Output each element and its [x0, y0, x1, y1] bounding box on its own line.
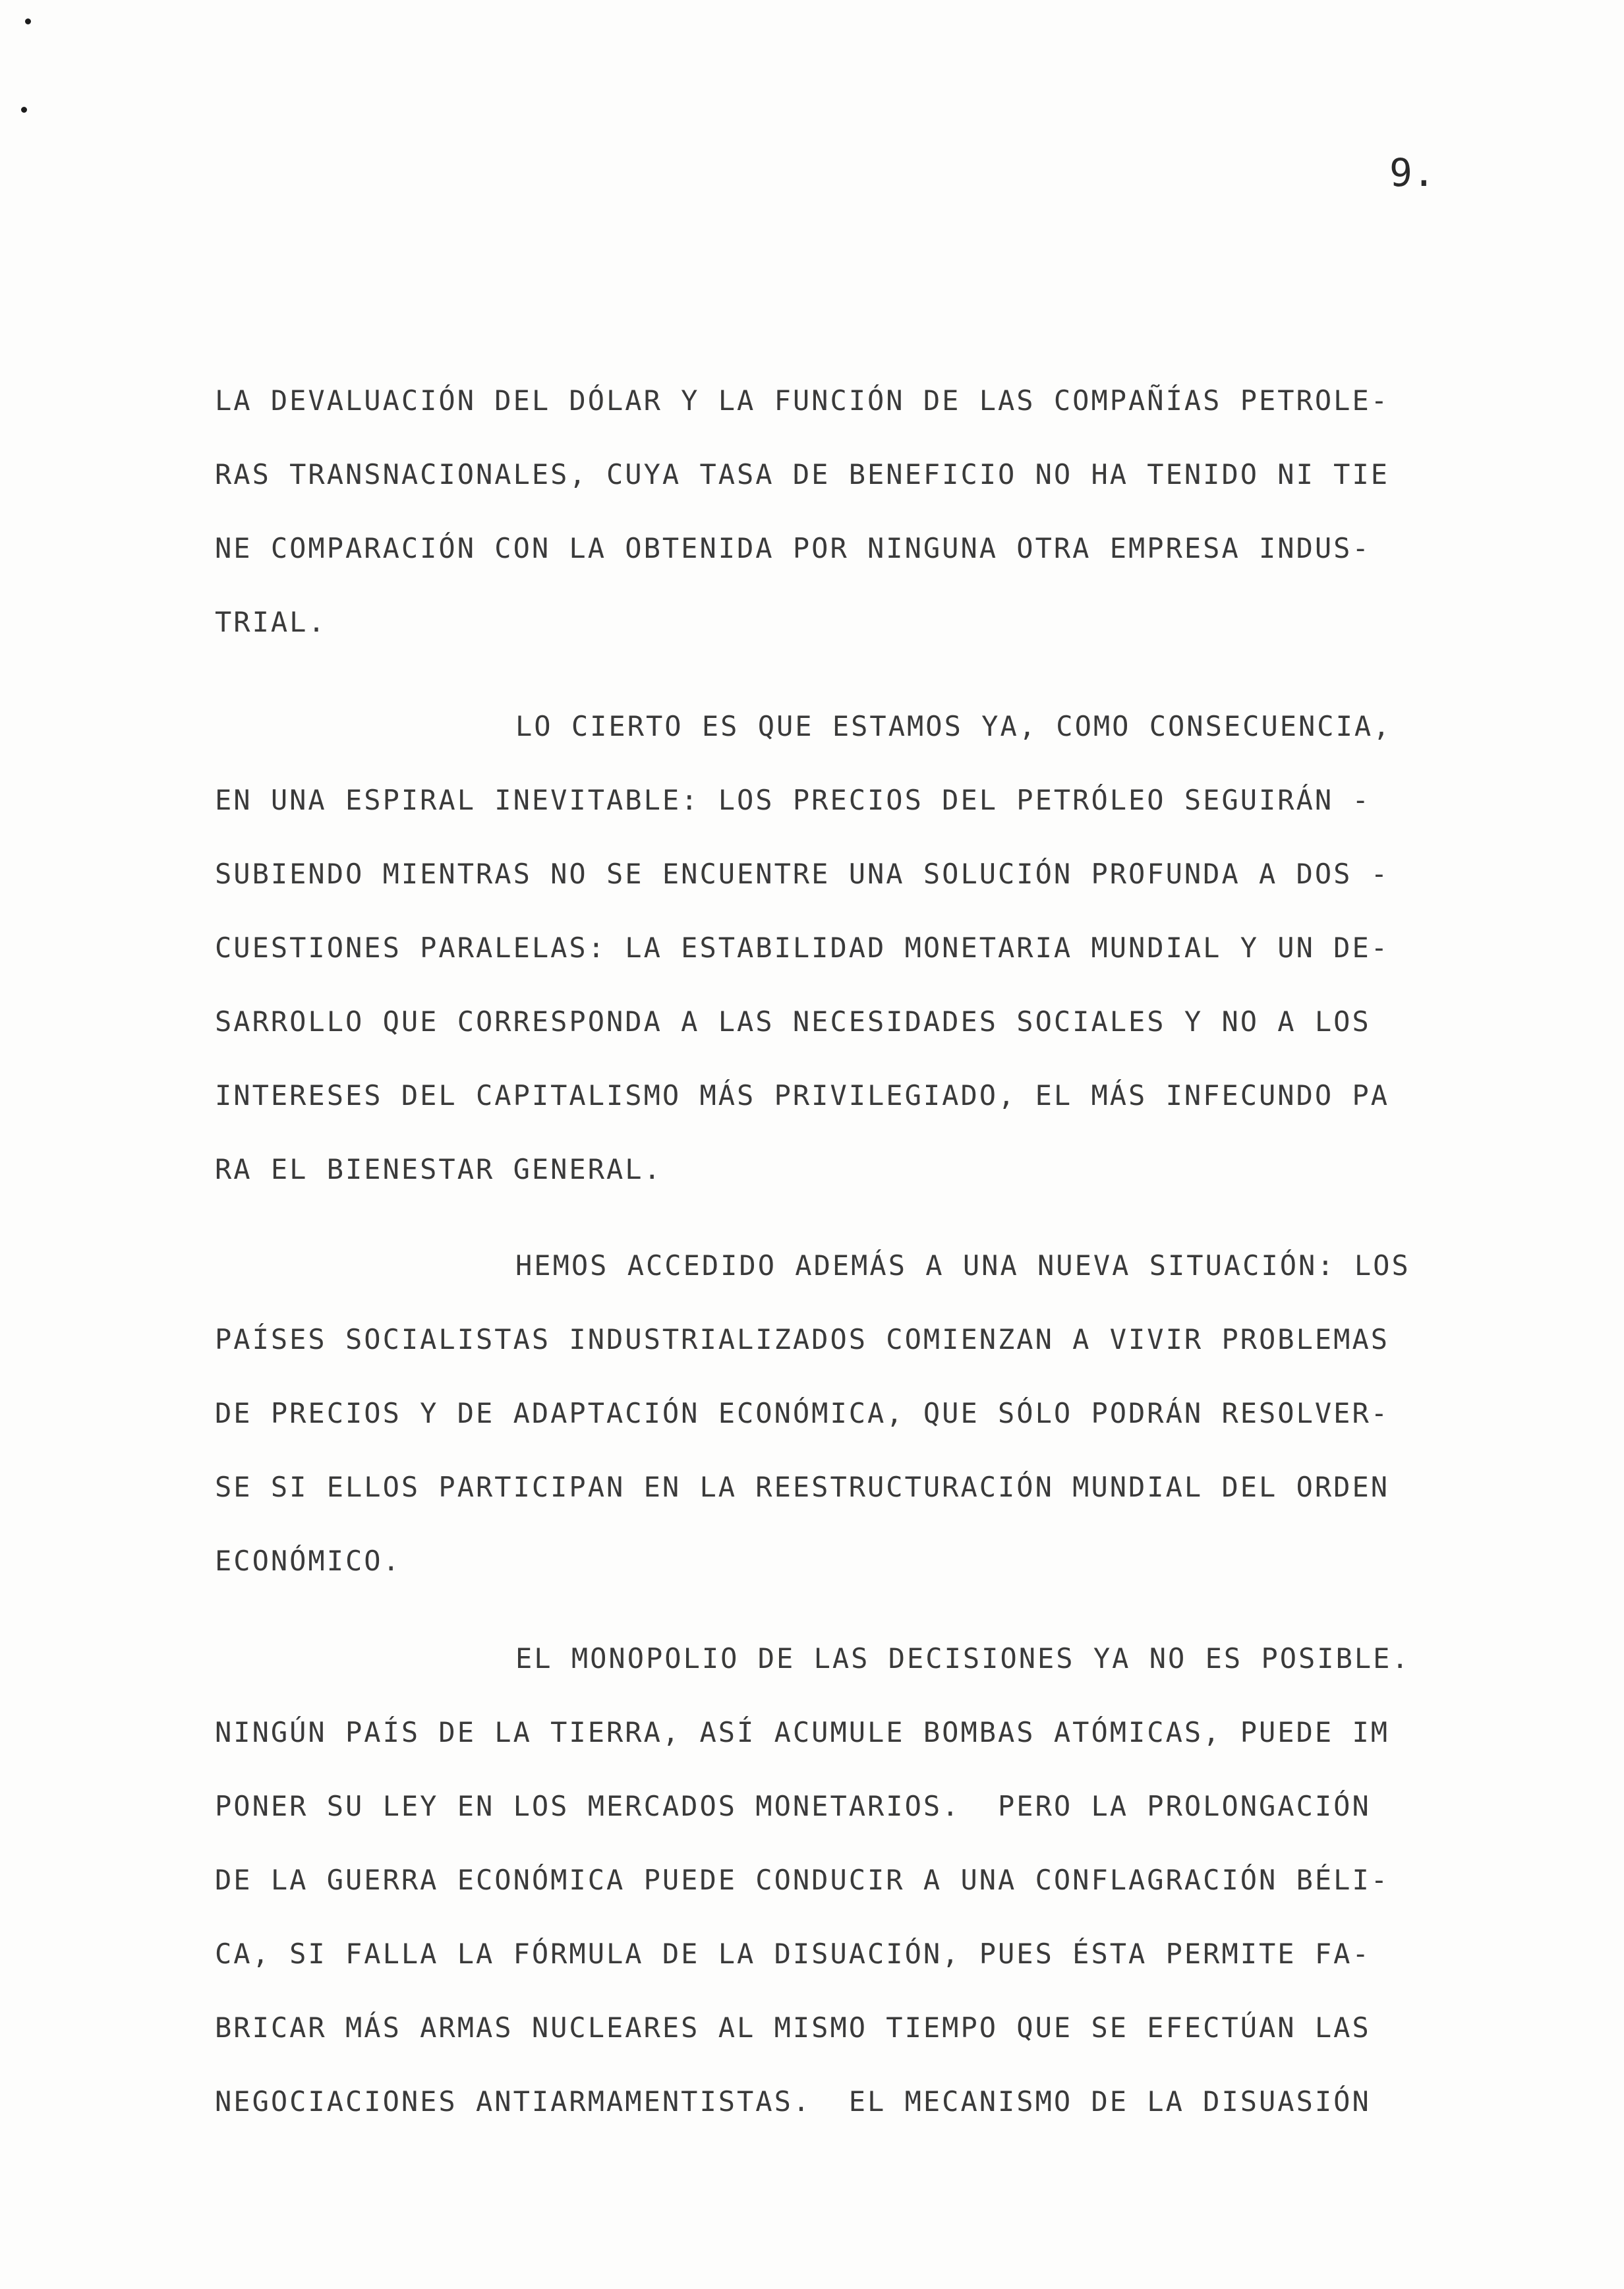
text-line: RAS TRANSNACIONALES, CUYA TASA DE BENEFICIO NO HA TENIDO NI TIE: [215, 458, 1390, 490]
text-line: HEMOS ACCEDIDO ADEMÁS A UNA NUEVA SITUACIÓN: LOS: [515, 1249, 1410, 1282]
text-line: SARROLLO QUE CORRESPONDA A LAS NECESIDADES SOCIALES Y NO A LOS: [215, 1005, 1371, 1038]
text-line: SUBIENDO MIENTRAS NO SE ENCUENTRE UNA SOLUCIÓN PROFUNDA A DOS -: [215, 858, 1390, 890]
text-line: SE SI ELLOS PARTICIPAN EN LA REESTRUCTURACIÓN MUNDIAL DEL ORDEN: [215, 1471, 1390, 1503]
paragraph-1: [215, 364, 1487, 659]
scan-speck: [25, 18, 31, 24]
text-line: DE LA GUERRA ECONÓMICA PUEDE CONDUCIR A UNA CONFLAGRACIÓN BÉLI-: [215, 1864, 1390, 1896]
text-line: CA, SI FALLA LA FÓRMULA DE LA DISUACIÓN, PUES ÉSTA PERMITE FA-: [215, 1938, 1371, 1970]
text-line: DE PRECIOS Y DE ADAPTACIÓN ECONÓMICA, QUE SÓLO PODRÁN RESOLVER-: [215, 1397, 1390, 1429]
text-line: LA DEVALUACIÓN DEL DÓLAR Y LA FUNCIÓN DE LAS COMPAÑÍAS PETROLE-: [215, 384, 1390, 417]
text-line: BRICAR MÁS ARMAS NUCLEARES AL MISMO TIEMPO QUE SE EFECTÚAN LAS: [215, 2011, 1371, 2044]
text-line: NEGOCIACIONES ANTIARMAMENTISTAS. EL MECANISMO DE LA DISUASIÓN: [215, 2085, 1371, 2118]
text-line: LO CIERTO ES QUE ESTAMOS YA, COMO CONSECUENCIA,: [515, 710, 1392, 742]
paragraph-2: [215, 690, 1487, 1206]
text-line: CUESTIONES PARALELAS: LA ESTABILIDAD MONETARIA MUNDIAL Y UN DE-: [215, 932, 1390, 964]
paragraph-4: [215, 1622, 1487, 2139]
text-line: NE COMPARACIÓN CON LA OBTENIDA POR NINGUNA OTRA EMPRESA INDUS-: [215, 532, 1371, 564]
text-line: EL MONOPOLIO DE LAS DECISIONES YA NO ES POSIBLE.: [515, 1642, 1410, 1675]
text-line: ECONÓMICO.: [215, 1545, 401, 1577]
text-line: TRIAL.: [215, 606, 327, 638]
text-line: PONER SU LEY EN LOS MERCADOS MONETARIOS. PERO LA PROLONGACIÓN: [215, 1790, 1371, 1822]
text-line: INTERESES DEL CAPITALISMO MÁS PRIVILEGIADO, EL MÁS INFECUNDO PA: [215, 1079, 1390, 1112]
scan-speck: [21, 107, 27, 113]
text-line: NINGÚN PAÍS DE LA TIERRA, ASÍ ACUMULE BOMBAS ATÓMICAS, PUEDE IM: [215, 1716, 1390, 1748]
text-line: RA EL BIENESTAR GENERAL.: [215, 1153, 662, 1185]
text-line: PAÍSES SOCIALISTAS INDUSTRIALIZADOS COMIENZAN A VIVIR PROBLEMAS: [215, 1323, 1390, 1355]
page-number: 9.: [1389, 150, 1436, 195]
text-line: EN UNA ESPIRAL INEVITABLE: LOS PRECIOS DEL PETRÓLEO SEGUIRÁN -: [215, 784, 1371, 816]
paragraph-3: [215, 1229, 1487, 1598]
